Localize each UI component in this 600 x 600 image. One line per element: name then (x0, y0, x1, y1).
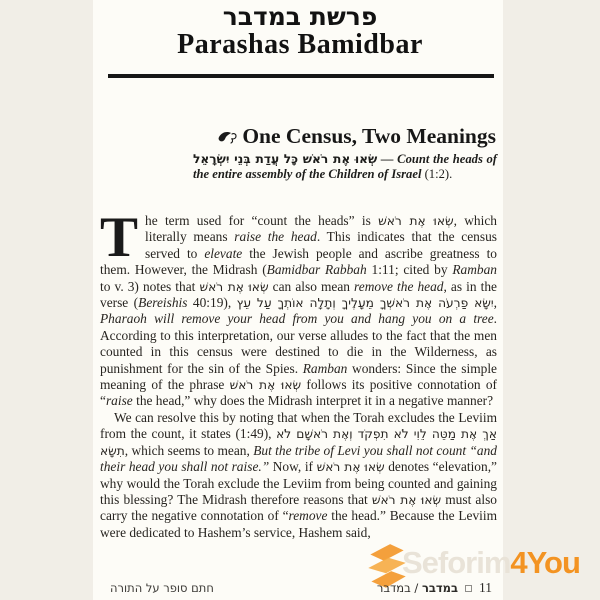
paragraph-2: We can resolve this by noting that when the Torah excludes the Leviim from the count, it states (1:49), אַךְ אֶת מַטֵּה לֵוִי לֹא תִפְקֹד וְאֶת רֹאשָׁם לֹא תִשָּׂא, which seems to mean, But the tribe of Levi you shall not count “and their head you shall not raise.” Now, if שְׂאוּ אֶת רֹאשׁ denotes “elevation,” why would the Torah exclude the Leviim from being counted and gaining this blessing? The Midrash therefore reasons that שְׂאוּ אֶת רֹאשׁ must also carry the negative connotation of “remove the head.” Because the Leviim were dedicated to Hashem’s service, Hashem said, (100, 409, 498, 540)
watermark-text-orange: 4You (510, 545, 580, 580)
footer-sefer-name: במדבר (376, 581, 411, 595)
epigraph-citation: (1:2). (424, 167, 453, 181)
section-heading (218, 124, 496, 149)
watermark-text-light: Seforim (402, 545, 511, 580)
body-text-column (100, 206, 498, 541)
epigraph-dash: — (377, 152, 398, 166)
watermark-text (402, 545, 580, 581)
footer-pagination (377, 580, 492, 596)
section-heading-text: One Census, Two Meanings (242, 124, 496, 148)
footer-parashah-name: במדבר (421, 581, 458, 595)
epigraph-translation: Count the heads of the entire assembly of the Children of Israel (193, 152, 498, 181)
title-divider-rule (108, 74, 494, 78)
footer-square-icon (465, 585, 472, 592)
chapter-title-hebrew: פרשת במדבר (222, 2, 378, 31)
epigraph-hebrew-verse: שְׂאוּ אֶת רֹאשׁ כָּל עֲדַת בְּנֵי יִשְׂרָאֵל (193, 152, 378, 166)
epigraph (193, 152, 497, 182)
chapter-title-english: Parashas Bamidbar (177, 29, 423, 60)
page-number: 11 (479, 580, 492, 595)
dropcap-letter: T (100, 206, 139, 269)
footer-section-book: במדבר / במדבר (376, 581, 458, 595)
footer-book-title: חתם סופר על התורה (110, 581, 214, 595)
fleuron-icon (218, 130, 240, 144)
paragraph-1-text: he term used for “count the heads” is שְׂאוּ אֶת רֹאשׁ, which literally means raise the head. This indicates that the census served to elevate the Jewish people and ascribe greatness to them. However, the Midrash (Bamidbar Rabbah 1:11; cited by Ramban to v. 3) notes that שְׂאוּ אֶת רֹאשׁ can also mean remove the head, as in the verse (Bereishis 40:19), יִשָּׂא פַרְעֹה אֶת רֹאשְׁךָ מֵעָלֶיךָ וְתָלָה אוֹתְךָ עַל עֵץ, Pharaoh will remove your head from you and hang you on a tree. According to this interpretation, our verse alludes to the fact that the men counted in this census were destined to die in the Wilderness, as punishment for the sin of the Spies. Ramban wonders: Since the simple meaning of the phrase שְׂאוּ אֶת רֹאשׁ follows its positive connotation of “raise the head,” why does the Midrash interpret it in a negative manner? (100, 213, 498, 409)
paragraph-1 (100, 206, 498, 410)
